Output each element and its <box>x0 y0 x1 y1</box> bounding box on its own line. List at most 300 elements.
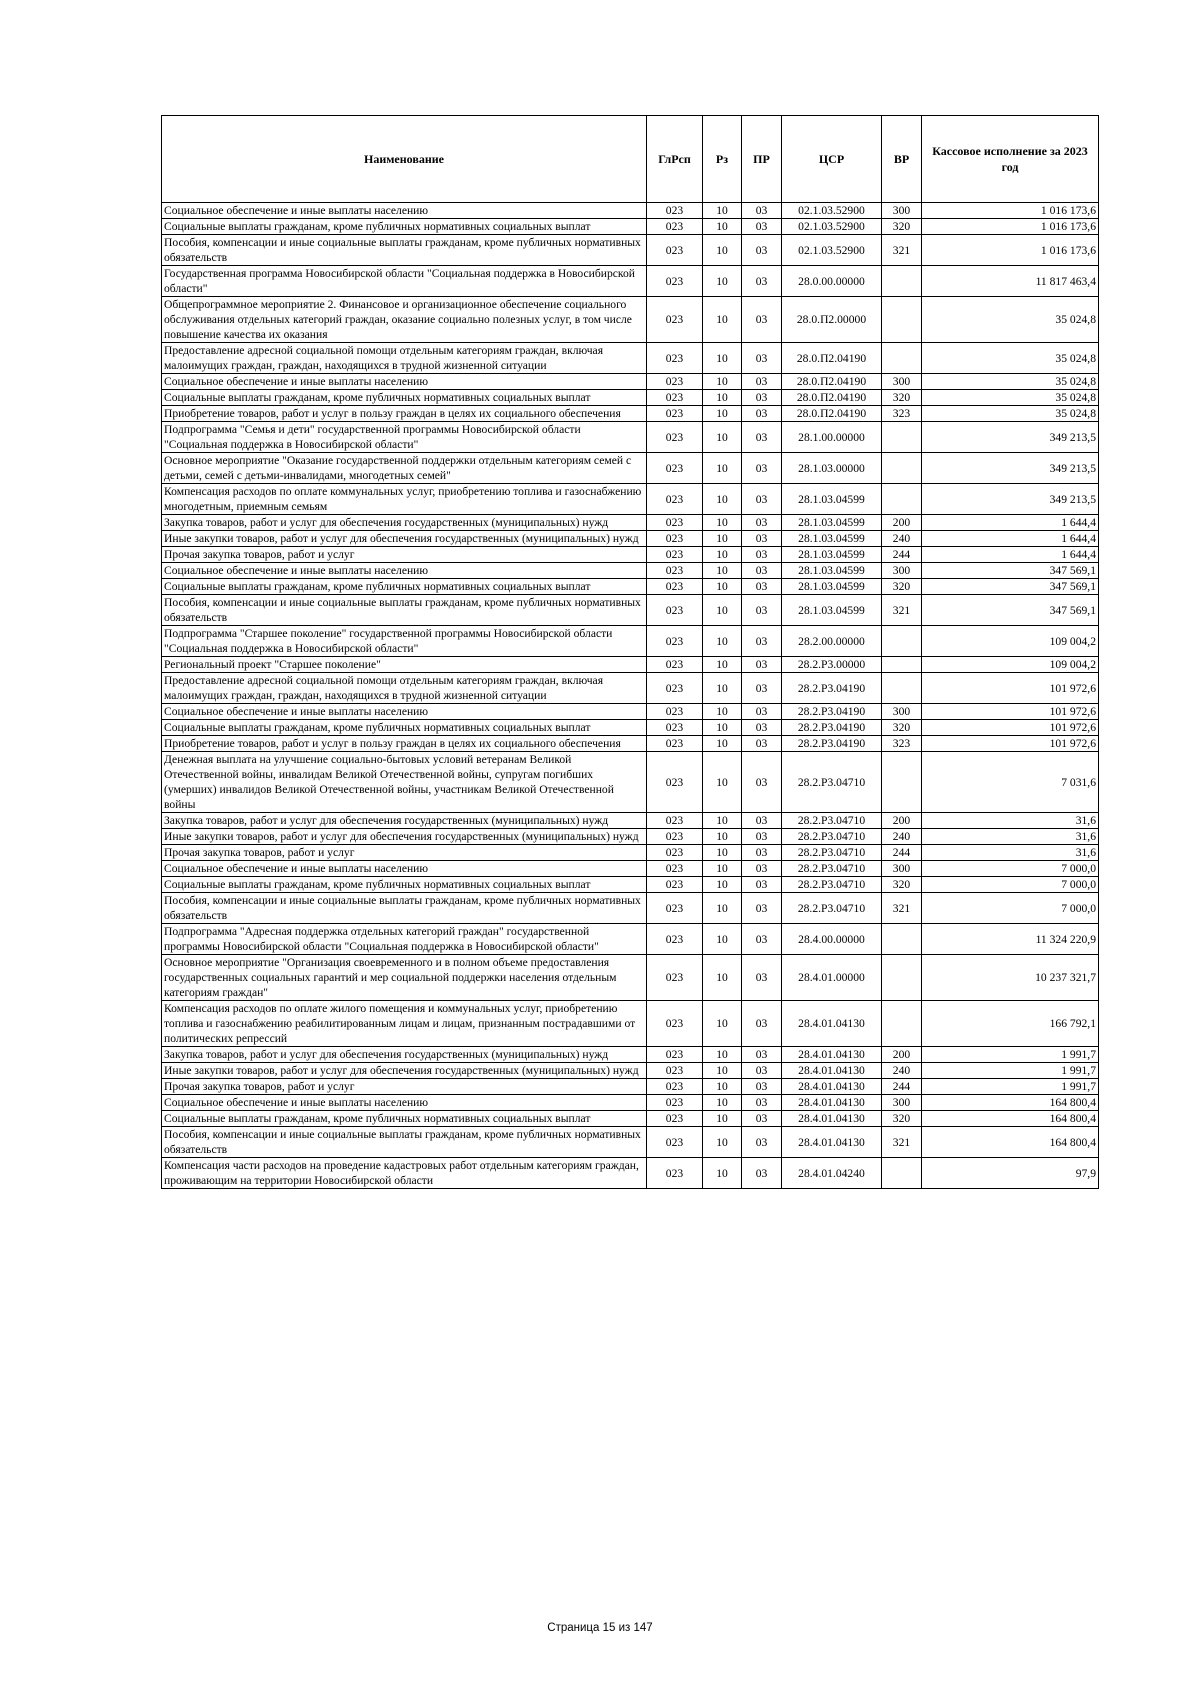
cell-vr: 321 <box>882 1127 922 1158</box>
cell-name: Закупка товаров, работ и услуг для обеспечения государственных (муниципальных) нужд <box>162 515 647 531</box>
cell-amount: 347 569,1 <box>922 579 1099 595</box>
cell-pr: 03 <box>742 1079 782 1095</box>
table-row <box>162 266 1099 297</box>
cell-csr: 28.2.Р3.04710 <box>782 861 882 877</box>
cell-glrsp: 023 <box>647 406 703 422</box>
cell-glrsp: 023 <box>647 1095 703 1111</box>
cell-glrsp: 023 <box>647 595 703 626</box>
cell-amount: 31,6 <box>922 845 1099 861</box>
cell-name: Подпрограмма "Семья и дети" государственной программы Новосибирской области "Социальная поддержка в Новосибирской области" <box>162 422 647 453</box>
cell-csr: 28.1.03.04599 <box>782 563 882 579</box>
cell-vr <box>882 484 922 515</box>
cell-csr: 28.4.01.04130 <box>782 1047 882 1063</box>
table-row <box>162 877 1099 893</box>
header-rz: Рз <box>703 116 742 203</box>
cell-amount: 35 024,8 <box>922 343 1099 374</box>
cell-rz: 10 <box>703 1079 742 1095</box>
table-row <box>162 1158 1099 1189</box>
table-row <box>162 1079 1099 1095</box>
cell-amount: 35 024,8 <box>922 406 1099 422</box>
cell-glrsp: 023 <box>647 219 703 235</box>
cell-name: Компенсация части расходов на проведение кадастровых работ отдельным категориям граждан, проживающим на территории Новосибирской области <box>162 1158 647 1189</box>
cell-vr: 320 <box>882 219 922 235</box>
cell-amount: 35 024,8 <box>922 390 1099 406</box>
cell-rz: 10 <box>703 1158 742 1189</box>
cell-vr: 240 <box>882 1063 922 1079</box>
cell-amount: 1 991,7 <box>922 1063 1099 1079</box>
cell-pr: 03 <box>742 406 782 422</box>
cell-glrsp: 023 <box>647 1063 703 1079</box>
header-vr: ВР <box>882 116 922 203</box>
cell-rz: 10 <box>703 235 742 266</box>
cell-vr: 200 <box>882 813 922 829</box>
cell-glrsp: 023 <box>647 374 703 390</box>
cell-amount: 7 000,0 <box>922 877 1099 893</box>
cell-glrsp: 023 <box>647 547 703 563</box>
cell-glrsp: 023 <box>647 343 703 374</box>
cell-pr: 03 <box>742 374 782 390</box>
cell-amount: 1 016 173,6 <box>922 203 1099 219</box>
cell-csr: 28.4.00.00000 <box>782 924 882 955</box>
table-row <box>162 453 1099 484</box>
cell-name: Социальные выплаты гражданам, кроме публичных нормативных социальных выплат <box>162 390 647 406</box>
cell-amount: 349 213,5 <box>922 453 1099 484</box>
cell-csr: 28.1.03.04599 <box>782 515 882 531</box>
cell-amount: 347 569,1 <box>922 563 1099 579</box>
cell-glrsp: 023 <box>647 813 703 829</box>
cell-name: Прочая закупка товаров, работ и услуг <box>162 1079 647 1095</box>
cell-name: Подпрограмма "Адресная поддержка отдельных категорий граждан" государственной программы Новосибирской области "Социальная поддержка в Новосибирской области" <box>162 924 647 955</box>
cell-vr <box>882 673 922 704</box>
table-row <box>162 736 1099 752</box>
cell-rz: 10 <box>703 203 742 219</box>
table-row <box>162 829 1099 845</box>
cell-glrsp: 023 <box>647 390 703 406</box>
cell-rz: 10 <box>703 453 742 484</box>
cell-vr <box>882 1158 922 1189</box>
cell-rz: 10 <box>703 720 742 736</box>
cell-name: Социальные выплаты гражданам, кроме публичных нормативных социальных выплат <box>162 1111 647 1127</box>
cell-rz: 10 <box>703 579 742 595</box>
cell-name: Пособия, компенсации и иные социальные выплаты гражданам, кроме публичных нормативных обязательств <box>162 595 647 626</box>
cell-pr: 03 <box>742 579 782 595</box>
cell-vr: 244 <box>882 845 922 861</box>
cell-pr: 03 <box>742 736 782 752</box>
cell-name: Предоставление адресной социальной помощи отдельным категориям граждан, включая малоимущих граждан, граждан, находящихся в трудной жизненной ситуации <box>162 343 647 374</box>
table-row <box>162 1063 1099 1079</box>
cell-csr: 28.2.Р3.04710 <box>782 877 882 893</box>
cell-rz: 10 <box>703 422 742 453</box>
header-glrsp: ГлРсп <box>647 116 703 203</box>
cell-name: Пособия, компенсации и иные социальные выплаты гражданам, кроме публичных нормативных обязательств <box>162 1127 647 1158</box>
cell-glrsp: 023 <box>647 1158 703 1189</box>
cell-vr: 320 <box>882 390 922 406</box>
cell-vr: 320 <box>882 877 922 893</box>
cell-pr: 03 <box>742 924 782 955</box>
cell-csr: 28.0.П2.04190 <box>782 406 882 422</box>
cell-amount: 31,6 <box>922 829 1099 845</box>
cell-rz: 10 <box>703 955 742 1001</box>
budget-table <box>161 115 1099 1189</box>
cell-name: Основное мероприятие "Оказание государственной поддержки отдельным категориям семей с детьми, семей с детьми-инвалидами, многодетных семей" <box>162 453 647 484</box>
cell-pr: 03 <box>742 813 782 829</box>
table-row <box>162 297 1099 343</box>
table-row <box>162 531 1099 547</box>
cell-amount: 7 000,0 <box>922 861 1099 877</box>
cell-name: Социальное обеспечение и иные выплаты населению <box>162 704 647 720</box>
header-csr: ЦСР <box>782 116 882 203</box>
cell-name: Закупка товаров, работ и услуг для обеспечения государственных (муниципальных) нужд <box>162 1047 647 1063</box>
cell-rz: 10 <box>703 752 742 813</box>
page-number: Страница 15 из 147 <box>547 1622 653 1634</box>
cell-rz: 10 <box>703 845 742 861</box>
cell-pr: 03 <box>742 484 782 515</box>
cell-name: Социальное обеспечение и иные выплаты населению <box>162 563 647 579</box>
table-row <box>162 374 1099 390</box>
cell-csr: 28.2.Р3.04710 <box>782 813 882 829</box>
table-row <box>162 720 1099 736</box>
header-amount: Кассовое исполнение за 2023 год <box>922 116 1099 203</box>
cell-rz: 10 <box>703 1047 742 1063</box>
cell-rz: 10 <box>703 861 742 877</box>
cell-glrsp: 023 <box>647 453 703 484</box>
cell-rz: 10 <box>703 877 742 893</box>
header-pr: ПР <box>742 116 782 203</box>
cell-pr: 03 <box>742 955 782 1001</box>
cell-csr: 28.4.01.04130 <box>782 1127 882 1158</box>
cell-vr: 321 <box>882 595 922 626</box>
cell-amount: 101 972,6 <box>922 720 1099 736</box>
cell-csr: 02.1.03.52900 <box>782 235 882 266</box>
cell-name: Приобретение товаров, работ и услуг в пользу граждан в целях их социального обеспечения <box>162 406 647 422</box>
cell-csr: 28.2.Р3.04710 <box>782 845 882 861</box>
cell-vr <box>882 752 922 813</box>
cell-vr <box>882 955 922 1001</box>
cell-glrsp: 023 <box>647 1079 703 1095</box>
table-row <box>162 673 1099 704</box>
table-row <box>162 563 1099 579</box>
cell-vr: 300 <box>882 1095 922 1111</box>
cell-glrsp: 023 <box>647 1111 703 1127</box>
header-name: Наименование <box>162 116 647 203</box>
cell-vr <box>882 924 922 955</box>
cell-name: Социальное обеспечение и иные выплаты населению <box>162 861 647 877</box>
cell-csr: 28.0.П2.00000 <box>782 297 882 343</box>
table-row <box>162 657 1099 673</box>
cell-pr: 03 <box>742 1001 782 1047</box>
table-header-row <box>162 116 1099 203</box>
cell-name: Прочая закупка товаров, работ и услуг <box>162 845 647 861</box>
cell-rz: 10 <box>703 1001 742 1047</box>
cell-name: Государственная программа Новосибирской области "Социальная поддержка в Новосибирской области" <box>162 266 647 297</box>
cell-glrsp: 023 <box>647 579 703 595</box>
table-row <box>162 861 1099 877</box>
cell-csr: 28.4.01.00000 <box>782 955 882 1001</box>
cell-pr: 03 <box>742 563 782 579</box>
cell-name: Закупка товаров, работ и услуг для обеспечения государственных (муниципальных) нужд <box>162 813 647 829</box>
cell-vr <box>882 422 922 453</box>
cell-vr: 240 <box>882 829 922 845</box>
cell-vr <box>882 626 922 657</box>
table-row <box>162 1095 1099 1111</box>
cell-pr: 03 <box>742 829 782 845</box>
cell-rz: 10 <box>703 595 742 626</box>
cell-rz: 10 <box>703 704 742 720</box>
cell-glrsp: 023 <box>647 563 703 579</box>
cell-rz: 10 <box>703 1095 742 1111</box>
cell-amount: 164 800,4 <box>922 1127 1099 1158</box>
cell-glrsp: 023 <box>647 297 703 343</box>
cell-rz: 10 <box>703 219 742 235</box>
cell-csr: 28.2.Р3.00000 <box>782 657 882 673</box>
cell-glrsp: 023 <box>647 626 703 657</box>
cell-name: Основное мероприятие "Организация своевременного и в полном объеме предоставления государственных социальных гарантий и мер социальной поддержки населения отдельным категориям граждан" <box>162 955 647 1001</box>
cell-csr: 28.4.01.04130 <box>782 1063 882 1079</box>
cell-csr: 28.4.01.04130 <box>782 1079 882 1095</box>
table-row <box>162 595 1099 626</box>
table-row <box>162 924 1099 955</box>
cell-vr: 300 <box>882 563 922 579</box>
table-row <box>162 704 1099 720</box>
cell-pr: 03 <box>742 845 782 861</box>
cell-rz: 10 <box>703 531 742 547</box>
cell-glrsp: 023 <box>647 657 703 673</box>
table-row <box>162 579 1099 595</box>
cell-pr: 03 <box>742 547 782 563</box>
cell-pr: 03 <box>742 752 782 813</box>
cell-csr: 28.2.Р3.04190 <box>782 673 882 704</box>
cell-amount: 349 213,5 <box>922 422 1099 453</box>
cell-csr: 28.4.01.04130 <box>782 1001 882 1047</box>
cell-csr: 28.0.00.00000 <box>782 266 882 297</box>
table-row <box>162 547 1099 563</box>
cell-csr: 28.4.01.04130 <box>782 1111 882 1127</box>
table-body <box>162 203 1099 1189</box>
cell-pr: 03 <box>742 515 782 531</box>
cell-vr: 321 <box>882 235 922 266</box>
cell-pr: 03 <box>742 595 782 626</box>
cell-pr: 03 <box>742 1047 782 1063</box>
cell-pr: 03 <box>742 626 782 657</box>
cell-amount: 101 972,6 <box>922 704 1099 720</box>
cell-glrsp: 023 <box>647 752 703 813</box>
cell-glrsp: 023 <box>647 1001 703 1047</box>
cell-name: Подпрограмма "Старшее поколение" государственной программы Новосибирской области "Социальная поддержка в Новосибирской области" <box>162 626 647 657</box>
cell-amount: 31,6 <box>922 813 1099 829</box>
cell-vr: 240 <box>882 531 922 547</box>
table-row <box>162 390 1099 406</box>
cell-amount: 97,9 <box>922 1158 1099 1189</box>
cell-vr: 300 <box>882 203 922 219</box>
cell-name: Региональный проект "Старшее поколение" <box>162 657 647 673</box>
table-row <box>162 1047 1099 1063</box>
cell-pr: 03 <box>742 1063 782 1079</box>
cell-csr: 28.0.П2.04190 <box>782 390 882 406</box>
cell-rz: 10 <box>703 1063 742 1079</box>
cell-vr <box>882 297 922 343</box>
cell-name: Иные закупки товаров, работ и услуг для обеспечения государственных (муниципальных) нужд <box>162 1063 647 1079</box>
cell-pr: 03 <box>742 877 782 893</box>
cell-glrsp: 023 <box>647 955 703 1001</box>
cell-glrsp: 023 <box>647 924 703 955</box>
cell-glrsp: 023 <box>647 1047 703 1063</box>
cell-rz: 10 <box>703 813 742 829</box>
cell-amount: 1 991,7 <box>922 1047 1099 1063</box>
cell-vr: 320 <box>882 720 922 736</box>
cell-name: Иные закупки товаров, работ и услуг для обеспечения государственных (муниципальных) нужд <box>162 531 647 547</box>
cell-glrsp: 023 <box>647 235 703 266</box>
cell-csr: 28.1.03.04599 <box>782 484 882 515</box>
table-row <box>162 1127 1099 1158</box>
cell-name: Социальные выплаты гражданам, кроме публичных нормативных социальных выплат <box>162 877 647 893</box>
cell-name: Общепрограммное мероприятие 2. Финансовое и организационное обеспечение социального обслуживания отдельных категорий граждан, оказание социально полезных услуг, в том числе повышение качества их оказания <box>162 297 647 343</box>
table-row <box>162 1111 1099 1127</box>
table-row <box>162 626 1099 657</box>
cell-vr: 300 <box>882 861 922 877</box>
table-row <box>162 219 1099 235</box>
cell-pr: 03 <box>742 531 782 547</box>
table-row <box>162 845 1099 861</box>
cell-name: Пособия, компенсации и иные социальные выплаты гражданам, кроме публичных нормативных обязательств <box>162 235 647 266</box>
cell-name: Пособия, компенсации и иные социальные выплаты гражданам, кроме публичных нормативных обязательств <box>162 893 647 924</box>
cell-glrsp: 023 <box>647 893 703 924</box>
cell-vr <box>882 657 922 673</box>
cell-csr: 28.1.03.04599 <box>782 579 882 595</box>
cell-csr: 28.1.03.00000 <box>782 453 882 484</box>
cell-amount: 1 644,4 <box>922 547 1099 563</box>
cell-vr <box>882 453 922 484</box>
cell-csr: 28.1.00.00000 <box>782 422 882 453</box>
cell-name: Социальные выплаты гражданам, кроме публичных нормативных социальных выплат <box>162 579 647 595</box>
cell-rz: 10 <box>703 515 742 531</box>
cell-name: Социальное обеспечение и иные выплаты населению <box>162 1095 647 1111</box>
cell-name: Приобретение товаров, работ и услуг в пользу граждан в целях их социального обеспечения <box>162 736 647 752</box>
cell-rz: 10 <box>703 657 742 673</box>
cell-pr: 03 <box>742 893 782 924</box>
cell-vr: 244 <box>882 547 922 563</box>
cell-glrsp: 023 <box>647 515 703 531</box>
cell-rz: 10 <box>703 673 742 704</box>
cell-pr: 03 <box>742 720 782 736</box>
cell-csr: 28.0.П2.04190 <box>782 374 882 390</box>
cell-amount: 35 024,8 <box>922 297 1099 343</box>
cell-rz: 10 <box>703 1111 742 1127</box>
cell-vr <box>882 266 922 297</box>
cell-pr: 03 <box>742 673 782 704</box>
cell-pr: 03 <box>742 704 782 720</box>
cell-amount: 1 644,4 <box>922 531 1099 547</box>
table-row <box>162 484 1099 515</box>
cell-glrsp: 023 <box>647 736 703 752</box>
cell-amount: 11 324 220,9 <box>922 924 1099 955</box>
cell-amount: 1 991,7 <box>922 1079 1099 1095</box>
cell-vr: 320 <box>882 1111 922 1127</box>
cell-pr: 03 <box>742 1095 782 1111</box>
table-row <box>162 203 1099 219</box>
cell-amount: 349 213,5 <box>922 484 1099 515</box>
cell-pr: 03 <box>742 297 782 343</box>
cell-csr: 28.2.Р3.04710 <box>782 752 882 813</box>
cell-csr: 28.2.Р3.04710 <box>782 893 882 924</box>
cell-rz: 10 <box>703 736 742 752</box>
cell-csr: 28.1.03.04599 <box>782 531 882 547</box>
cell-pr: 03 <box>742 343 782 374</box>
cell-rz: 10 <box>703 343 742 374</box>
cell-vr: 244 <box>882 1079 922 1095</box>
cell-pr: 03 <box>742 219 782 235</box>
cell-glrsp: 023 <box>647 484 703 515</box>
cell-rz: 10 <box>703 563 742 579</box>
cell-pr: 03 <box>742 235 782 266</box>
cell-vr: 300 <box>882 704 922 720</box>
cell-pr: 03 <box>742 1127 782 1158</box>
cell-pr: 03 <box>742 266 782 297</box>
cell-rz: 10 <box>703 547 742 563</box>
cell-rz: 10 <box>703 829 742 845</box>
cell-rz: 10 <box>703 1127 742 1158</box>
cell-rz: 10 <box>703 484 742 515</box>
cell-pr: 03 <box>742 1111 782 1127</box>
cell-amount: 1 644,4 <box>922 515 1099 531</box>
table-row <box>162 955 1099 1001</box>
cell-csr: 28.2.Р3.04710 <box>782 829 882 845</box>
cell-csr: 28.2.Р3.04190 <box>782 704 882 720</box>
cell-csr: 28.2.00.00000 <box>782 626 882 657</box>
cell-vr: 200 <box>882 515 922 531</box>
cell-rz: 10 <box>703 406 742 422</box>
cell-csr: 28.1.03.04599 <box>782 595 882 626</box>
table-row <box>162 752 1099 813</box>
cell-rz: 10 <box>703 924 742 955</box>
cell-rz: 10 <box>703 626 742 657</box>
cell-pr: 03 <box>742 657 782 673</box>
cell-name: Предоставление адресной социальной помощи отдельным категориям граждан, включая малоимущих граждан, граждан, находящихся в трудной жизненной ситуации <box>162 673 647 704</box>
cell-csr: 28.4.01.04240 <box>782 1158 882 1189</box>
cell-csr: 28.4.01.04130 <box>782 1095 882 1111</box>
cell-csr: 02.1.03.52900 <box>782 219 882 235</box>
cell-pr: 03 <box>742 203 782 219</box>
cell-vr: 200 <box>882 1047 922 1063</box>
cell-amount: 11 817 463,4 <box>922 266 1099 297</box>
cell-pr: 03 <box>742 861 782 877</box>
cell-pr: 03 <box>742 422 782 453</box>
cell-amount: 164 800,4 <box>922 1095 1099 1111</box>
cell-amount: 101 972,6 <box>922 736 1099 752</box>
cell-name: Прочая закупка товаров, работ и услуг <box>162 547 647 563</box>
cell-rz: 10 <box>703 390 742 406</box>
cell-csr: 28.0.П2.04190 <box>782 343 882 374</box>
cell-vr <box>882 343 922 374</box>
cell-vr: 320 <box>882 579 922 595</box>
cell-amount: 7 031,6 <box>922 752 1099 813</box>
cell-amount: 109 004,2 <box>922 657 1099 673</box>
table-row <box>162 515 1099 531</box>
cell-name: Социальное обеспечение и иные выплаты населению <box>162 203 647 219</box>
cell-rz: 10 <box>703 374 742 390</box>
cell-name: Социальные выплаты гражданам, кроме публичных нормативных социальных выплат <box>162 219 647 235</box>
cell-rz: 10 <box>703 266 742 297</box>
cell-amount: 101 972,6 <box>922 673 1099 704</box>
table-row <box>162 893 1099 924</box>
table-row <box>162 813 1099 829</box>
cell-glrsp: 023 <box>647 877 703 893</box>
cell-glrsp: 023 <box>647 203 703 219</box>
cell-glrsp: 023 <box>647 861 703 877</box>
cell-glrsp: 023 <box>647 531 703 547</box>
cell-vr: 321 <box>882 893 922 924</box>
cell-vr <box>882 1001 922 1047</box>
cell-glrsp: 023 <box>647 266 703 297</box>
